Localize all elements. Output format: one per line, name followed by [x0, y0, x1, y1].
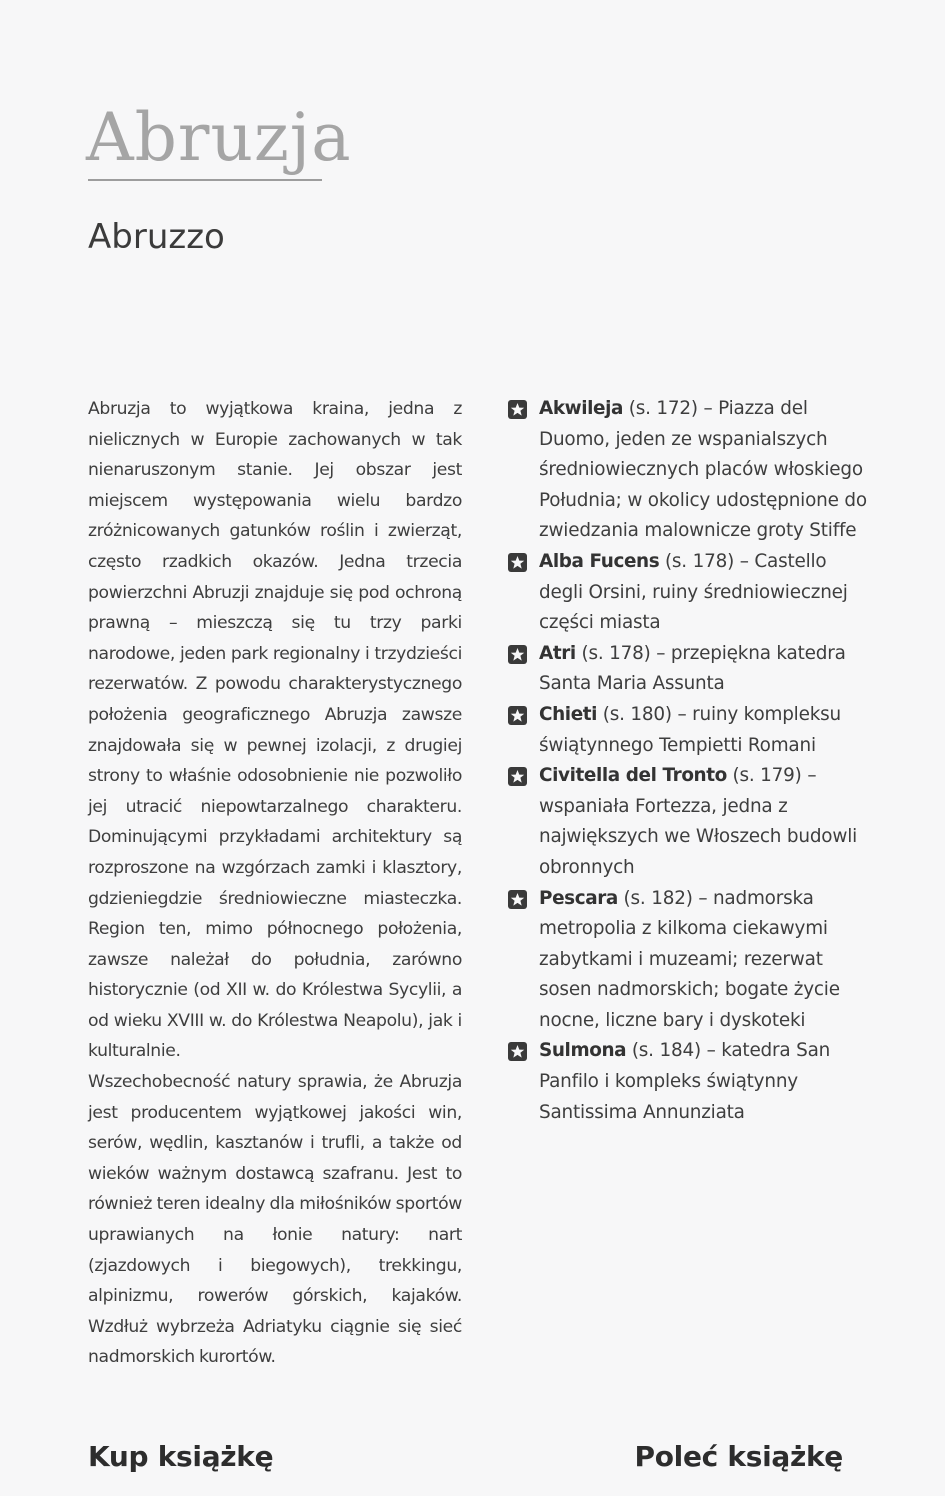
item-name: Chieti: [539, 703, 598, 725]
item-page: (s. 178): [581, 642, 651, 664]
item-desc: – ruiny kompleksu świątynnego Tempietti Romani: [539, 703, 841, 756]
item-desc: – nadmorska metropolia z kilkoma ciekawymi zabytkami i muzeami; rezerwat sosen nadmorskich; bogate życie nocne, liczne bary i dyskoteki: [539, 887, 840, 1031]
item-name: Alba Fucens: [539, 550, 660, 572]
page-subtitle: Abruzzo: [88, 217, 225, 257]
star-icon: [508, 767, 527, 786]
item-desc: – Piazza del Duomo, jeden ze wspanialszych średniowiecznych placów włoskiego Południa; w okolicy udostępnione do zwiedzania malownicze groty Stiffe: [539, 398, 867, 542]
star-icon: [508, 1042, 527, 1061]
item-page: (s. 172): [628, 398, 698, 419]
star-icon: [508, 706, 527, 725]
item-desc: – wspaniała Fortezza, jedna z największych we Włoszech budowli obronnych: [539, 765, 858, 878]
recommend-book-link[interactable]: Poleć książkę: [634, 1440, 843, 1473]
list-item: [508, 639, 868, 700]
item-page: (s. 178): [664, 550, 735, 572]
star-icon: [508, 890, 527, 909]
item-name: Civitella del Tronto: [539, 765, 727, 787]
item-name: Atri: [539, 642, 576, 664]
item-desc: – Castello degli Orsini, ruiny średniowiecznej części miasta: [539, 550, 848, 634]
list-item: [508, 547, 868, 639]
intro-paragraph: Wszechobecność natury sprawia, że Abruzja jest producentem wyjątkowej jakości win, serów, wędlin, kasztanów i trufli, a także od wieków ważnym dostawcą szafranu. Jest to również teren idealny dla miłośników sportów uprawianych na łonie natury: nart (zjazdowych i biegowych), trekkingu, alpinizmu, rowerów górskich, kajaków. Wzdłuż wybrzeża Adriatyku ciągnie się sieć nadmorskich kurortów.: [88, 1072, 462, 1368]
item-name: Akwileja: [539, 398, 624, 419]
page-title: Abruzja: [86, 99, 352, 176]
star-icon: [508, 553, 527, 572]
intro-paragraph: Abruzja to wyjątkowa kraina, jedna z nielicznych w Europie zachowanych w tak nienaruszonym stanie. Jej obszar jest miejscem występowania wielu bardzo zróżnicowanych gatunków roślin i zwierząt, często rzadkich okazów. Jedna trzecia powierzchni Abruzji znajduje się pod ochroną prawną – mieszczą się tu trzy parki narodowe, jeden park regionalny i trzydzieści rezerwatów. Z powodu charakterystycznego położenia geograficznego Abruzja zawsze znajdowała się w pewnej izolacji, z drugiej strony to właśnie odosobnienie nie pozwoliło jej utracić niepowtarzalnego charakteru. Dominującymi przykładami architektury są rozproszone na wzgórzach zamki i klasztory, gdzieniegdzie średniowieczne miasteczka. Region ten, mimo północnego położenia, zawsze należał do południa, zarówno historycznie (od XII w. do Królestwa Sycylii, a od wieku XVIII w. do Królestwa Neapolu), jak i kulturalnie.: [88, 399, 462, 1062]
item-desc: – przepiękna katedra Santa Maria Assunta: [539, 642, 846, 695]
list-item: [508, 394, 868, 547]
list-item: [508, 884, 868, 1037]
item-page: (s. 179): [732, 765, 802, 787]
buy-book-link[interactable]: Kup książkę: [88, 1440, 274, 1473]
title-underline: [88, 179, 322, 181]
list-item: [508, 700, 868, 761]
item-page: (s. 184): [631, 1040, 701, 1062]
item-desc: – katedra San Panfilo i kompleks świątynny Santissima Annunziata: [539, 1040, 831, 1123]
item-page: (s. 180): [602, 703, 672, 725]
list-item: [508, 1036, 868, 1128]
intro-text: [88, 394, 462, 1373]
item-page: (s. 182): [623, 887, 693, 909]
item-name: Pescara: [539, 887, 618, 909]
highlights-list: [508, 394, 868, 1128]
list-item: [508, 761, 868, 883]
star-icon: [508, 645, 527, 664]
item-name: Sulmona: [539, 1040, 627, 1062]
star-icon: [508, 400, 527, 419]
